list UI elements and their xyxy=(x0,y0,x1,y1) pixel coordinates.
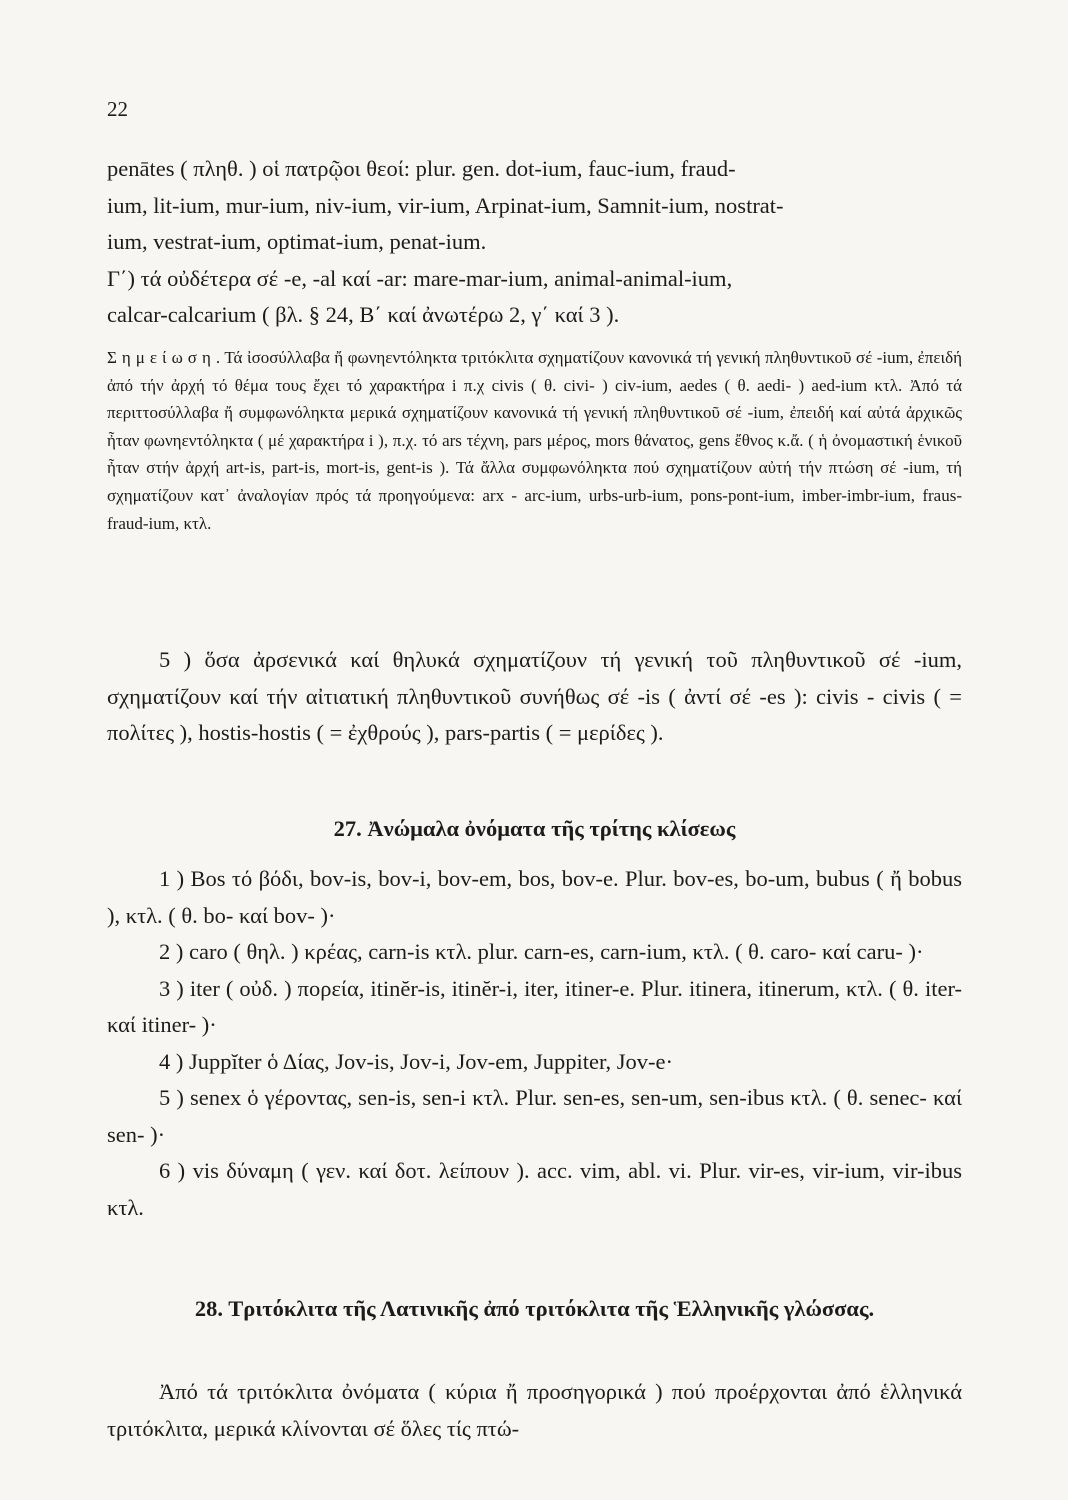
intro-line: penātes ( πληθ. ) οἱ πατρῷοι θεοί: plur. gen. dot-ium, fauc-ium, fraud- xyxy=(107,156,736,181)
list-item: 4 ) Juppĭter ὁ Δίας, Jov-is, Jov-i, Jov-em, Juppiter, Jov-e· xyxy=(159,1048,674,1074)
section-27-list xyxy=(107,861,962,1226)
note-label: Σημείωση xyxy=(107,348,216,367)
note-paragraph xyxy=(107,344,962,537)
list-item: 5 ) senex ὁ γέροντας, sen-is, sen-i κτλ. Plur. sen-es, sen-um, sen-ibus κτλ. ( θ. senec- καί sen- )· xyxy=(107,1085,962,1147)
intro-paragraph xyxy=(107,151,962,334)
section-28-text: Ἀπό τά τριτόκλιτα ὀνόματα ( κύρια ἤ προσηγορικά ) πού προέρχονται ἀπό ἑλληνικά τριτόκλιτα, μερικά κλίνονται σέ ὅλες τίς πτώ- xyxy=(107,1379,962,1441)
section-27-heading: 27. Ἀνώμαλα ὀνόματα τῆς τρίτης κλίσεως xyxy=(333,816,736,841)
intro-line: ium, vestrat-ium, optimat-ium, penat-ium. xyxy=(107,229,487,254)
note-text: . Τά ἰσοσύλλαβα ἤ φωνηεντόληκτα τριτόκλιτα σχηματίζουν κανονικά τή γενική πληθυντικοῦ σέ -ium, ἐπειδή ἀπό τήν ἀρχή τό θέμα τους ἔχει τό χαρακτήρα i π.χ civis ( θ. civi- ) civ-ium, aedes ( θ. aedi- ) aed-ium κτλ. Ἀπό τά περιττοσύλλαβα ἤ συμφωνόληκτα μερικά σχηματίζουν κανονικά τή γενική πληθυντικοῦ σέ -ium, ἐπειδή καί αὐτά ἀρχικῶς ἦταν φωνηεντόληκτα ( μέ χαρακτήρα i ), π.χ. τό ars τέχνη, pars μέρος, mors θάνατος, gens ἔθνος κ.ἄ. ( ἡ ὀνομαστική ἑνικοῦ ἦταν στήν ἀρχή art-is, part-is, mort-is, gent-is ). Τά ἄλλα συμφωνόληκτα πού σχηματίζουν αὐτή τήν πτώση σέ -ium, τή σχηματίζουν κατ᾿ ἀναλογίαν πρός τά προηγούμενα: arx - arc-ium, urbs-urb-ium, pons-pont-ium, imber-imbr-ium, fraus-fraud-ium, κτλ. xyxy=(107,348,962,533)
section-28-heading: 28. Τριτόκλιτα τῆς Λατινικῆς ἀπό τριτόκλιτα τῆς Ἑλληνικῆς γλώσσας. xyxy=(194,1296,875,1321)
intro-line: calcar-calcarium ( βλ. § 24, Β΄ καί ἀνωτέρω 2, γ΄ καί 3 ). xyxy=(107,302,620,327)
list-item: 3 ) iter ( οὐδ. ) πορεία, itinĕr-is, itinĕr-i, iter, itiner-e. Plur. itinera, itinerum, κτλ. ( θ. iter- καί itiner- )· xyxy=(107,975,962,1037)
point-5-text: 5 ) ὅσα ἀρσενικά καί θηλυκά σχηματίζουν τή γενική τοῦ πληθυντικοῦ σέ -ium, σχηματίζουν καί τήν αἰτιατική πληθυντικοῦ συνήθως σέ -is ( ἀντί σέ -es ): civis - civis ( = πολίτες ), hostis-hostis ( = ἐχθρούς ), pars-partis ( = μερίδες ). xyxy=(107,647,962,745)
list-item: 1 ) Bos τό βόδι, bov-is, bov-i, bov-em, bos, bov-e. Plur. bov-es, bo-um, bubus ( ἤ bobus ), κτλ. ( θ. bo- καί bov- )· xyxy=(107,866,962,928)
intro-line: ium, lit-ium, mur-ium, niv-ium, vir-ium, Arpinat-ium, Samnit-ium, nostrat- xyxy=(107,192,784,218)
point-5-paragraph xyxy=(107,642,962,752)
list-item: 2 ) caro ( θηλ. ) κρέας, carn-is κτλ. plur. carn-es, carn-ium, κτλ. ( θ. caro- καί caru- )· xyxy=(159,939,924,964)
list-item: 6 ) vis δύναμη ( γεν. καί δοτ. λείπουν ). acc. vim, abl. vi. Plur. vir-es, vir-ium, vir-ibus κτλ. xyxy=(107,1158,962,1220)
page-number: 22 xyxy=(107,97,128,121)
section-28-paragraph xyxy=(107,1374,962,1447)
intro-line: Γ΄) τά οὐδέτερα σέ -e, -al καί -ar: mare-mar-ium, animal-animal-ium, xyxy=(107,265,733,291)
